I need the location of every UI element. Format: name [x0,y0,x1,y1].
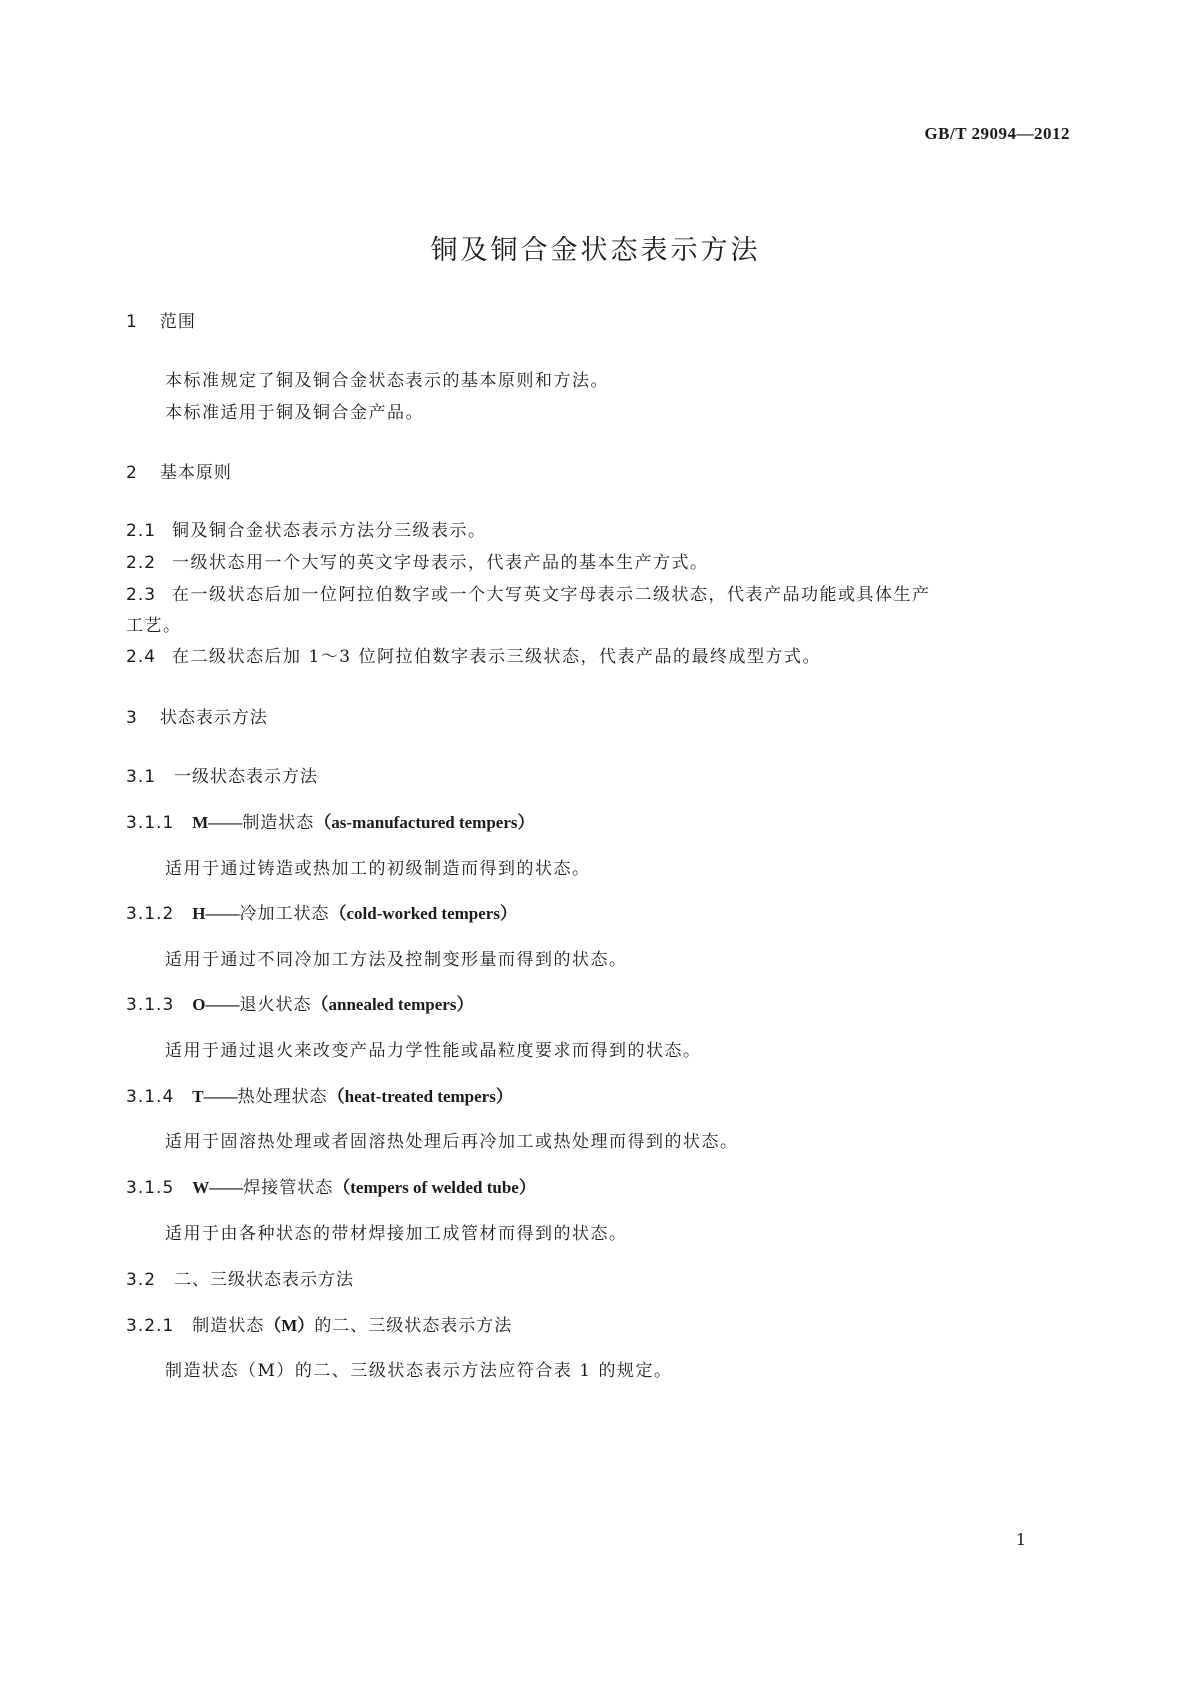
temper-name: 制造状态 [242,813,315,833]
temper-code: O—— [192,995,240,1014]
temper-name: 冷加工状态 [239,904,330,924]
page-number: 1 [1015,1530,1026,1549]
clause-number: 2.4 [126,647,157,667]
standard-code: GB/T 29094—2012 [924,124,1070,143]
paragraph: 本标准适用于铜及铜合金产品。 [165,403,424,423]
clause-text: 铜及铜合金状态表示方法分三级表示。 [172,521,487,541]
subsection-3-2-heading [126,1265,354,1290]
section-number: 1 [126,312,138,332]
clause-2-2 [126,548,709,573]
temper-code: M—— [192,813,243,832]
temper-english: （as-manufactured tempers） [314,813,535,832]
clause-2-3 [126,580,931,605]
item-3-2-1-heading [126,1311,512,1336]
document-title: 铜及铜合金状态表示方法 [430,235,761,266]
section-title: 范围 [159,312,196,332]
clause-number: 2.2 [126,553,157,573]
item-title-part: 的二、三级状态表示方法 [314,1316,513,1336]
item-number: 3.1.5 [126,1178,175,1198]
temper-english: （cold-worked tempers） [329,904,517,923]
item-3-1-2-heading [126,899,517,924]
temper-english: （annealed tempers） [311,995,474,1014]
item-number: 3.1.2 [126,904,175,924]
clause-text: 一级状态用一个大写的英文字母表示，代表产品的基本生产方式。 [172,553,709,573]
section-3-heading [126,703,268,728]
item-description: 适用于由各种状态的带材焊接加工成管材而得到的状态。 [165,1224,628,1244]
item-3-1-4-heading [126,1082,513,1107]
item-number: 3.1.4 [126,1087,175,1107]
subsection-title: 二、三级状态表示方法 [174,1270,355,1290]
item-3-1-1-heading [126,808,535,833]
paragraph: 本标准规定了铜及铜合金状态表示的基本原则和方法。 [165,371,609,391]
item-title-part: 制造状态 [192,1316,265,1336]
clause-number: 2.1 [126,521,157,541]
item-number: 3.1.3 [126,995,175,1015]
temper-code: W—— [192,1178,244,1197]
temper-name: 热处理状态 [237,1087,328,1107]
temper-name: 焊接管状态 [243,1178,334,1198]
item-description: 制造状态（M）的二、三级状态表示方法应符合表 1 的规定。 [165,1361,673,1381]
temper-name: 退火状态 [239,995,312,1015]
temper-code: T—— [192,1087,238,1106]
section-2-heading [126,458,232,483]
clause-text: 在二级状态后加 1～3 位阿拉伯数字表示三级状态，代表产品的最终成型方式。 [172,647,821,667]
clause-number: 2.3 [126,585,157,605]
subsection-3-1-heading [126,762,318,787]
item-description: 适用于通过不同冷加工方法及控制变形量而得到的状态。 [165,950,628,970]
clause-2-3-continuation: 工艺。 [126,616,182,636]
item-number: 3.1.1 [126,813,175,833]
item-number: 3.2.1 [126,1316,175,1336]
item-description: 适用于固溶热处理或者固溶热处理后再冷加工或热处理而得到的状态。 [165,1132,739,1152]
clause-2-4 [126,642,821,667]
section-title: 状态表示方法 [159,708,268,728]
temper-english: （tempers of welded tube） [333,1178,536,1197]
item-3-1-3-heading [126,990,473,1015]
subsection-number: 3.1 [126,767,157,787]
subsection-title: 一级状态表示方法 [174,767,319,787]
item-description: 适用于通过退火来改变产品力学性能或晶粒度要求而得到的状态。 [165,1041,702,1061]
temper-code: H—— [192,904,240,923]
section-title: 基本原则 [159,463,232,483]
item-3-1-5-heading [126,1173,536,1198]
subsection-number: 3.2 [126,1270,157,1290]
clause-text: 在一级状态后加一位阿拉伯数字或一个大写英文字母表示二级状态，代表产品功能或具体生产 [172,585,931,605]
temper-english: （heat-treated tempers） [327,1087,513,1106]
item-description: 适用于通过铸造或热加工的初级制造而得到的状态。 [165,859,591,879]
section-1-heading [126,307,196,332]
clause-2-1 [126,516,487,541]
section-number: 2 [126,463,138,483]
section-number: 3 [126,708,138,728]
item-title-code: （M） [264,1316,315,1335]
